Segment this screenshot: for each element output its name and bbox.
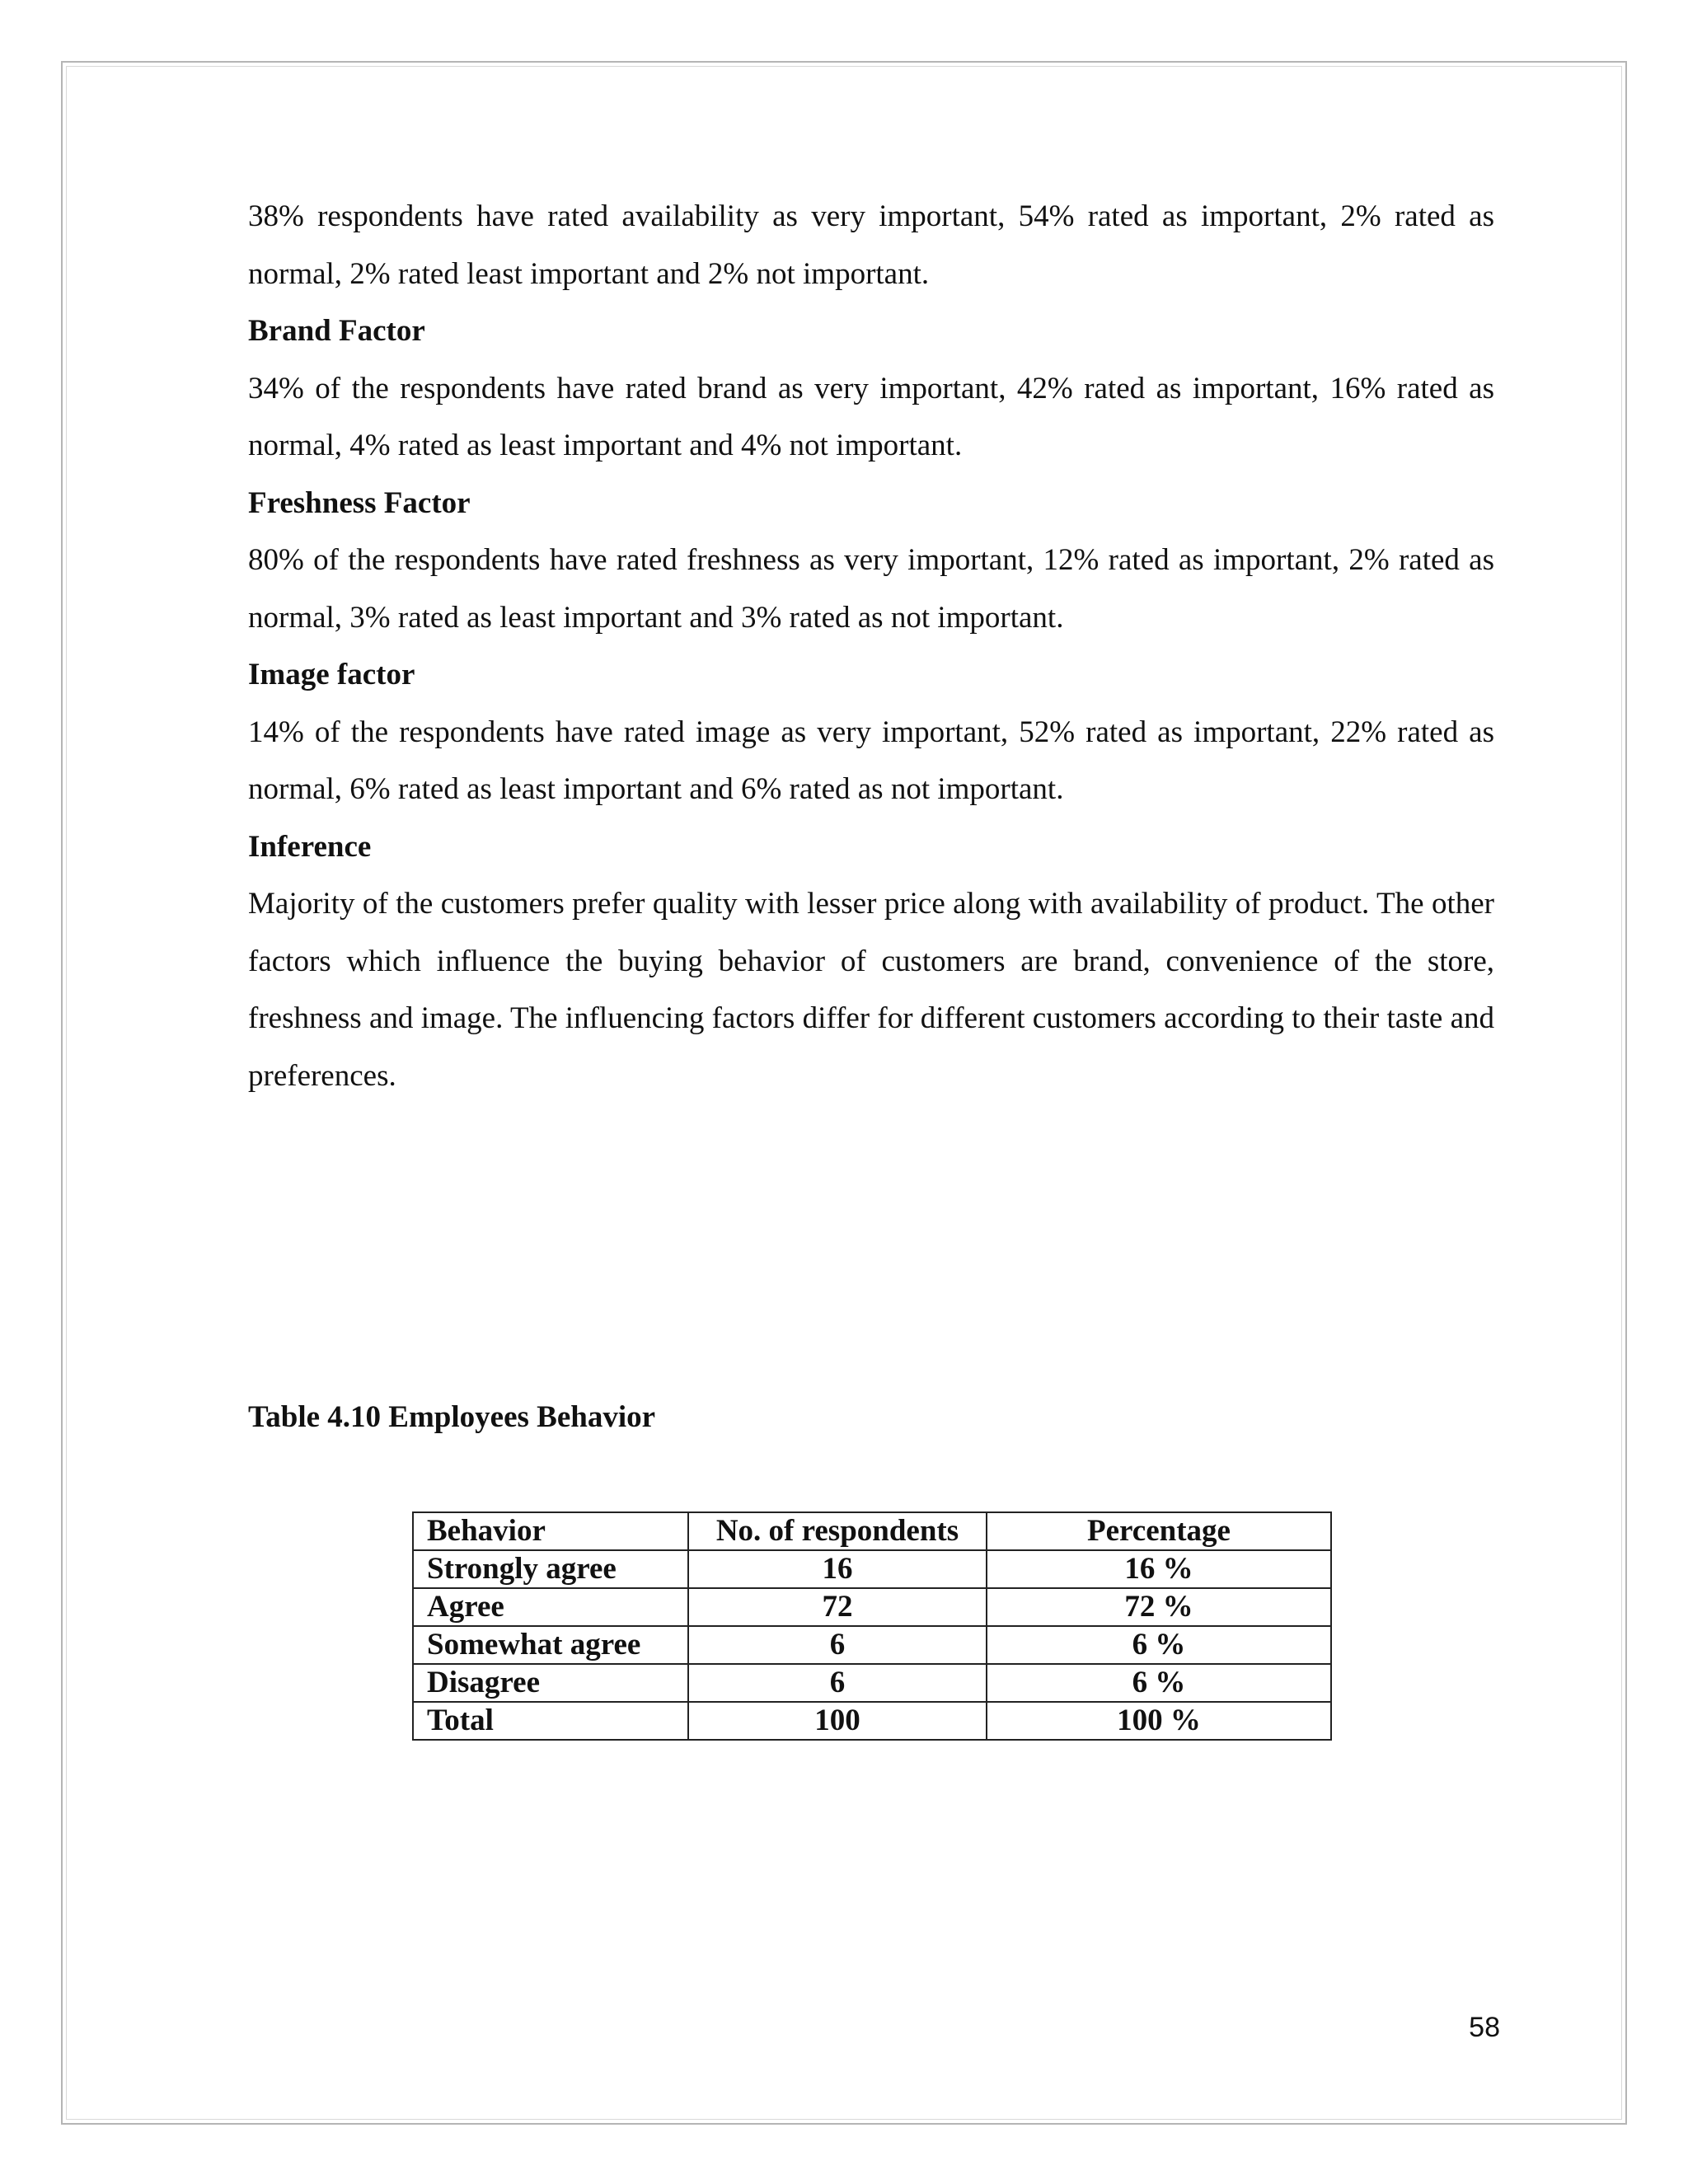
row-percentage-cell: 72 % [987, 1588, 1331, 1626]
row-behavior-cell: Total [413, 1702, 688, 1740]
row-behavior-cell: Strongly agree [413, 1550, 688, 1588]
page-number: 58 [1469, 2012, 1500, 2043]
row-behavior-cell: Disagree [413, 1664, 688, 1702]
table-caption: Table 4.10 Employees Behavior [248, 1400, 656, 1434]
table-row [413, 1588, 1331, 1626]
table-row [413, 1626, 1331, 1664]
brand-paragraph: 34% of the respondents have rated brand as very important, 42% rated as important, 16% rated as normal, 4% rated as least important and 4% not important. [248, 371, 1494, 462]
row-percentage-cell: 100 % [987, 1702, 1331, 1740]
row-respondents-cell: 6 [688, 1664, 987, 1702]
row-respondents-cell: 6 [688, 1626, 987, 1664]
freshness-paragraph: 80% of the respondents have rated freshness as very important, 12% rated as important, 2% rated as normal, 3% rated as least important and 3% rated as not important. [248, 543, 1494, 635]
body-text [248, 188, 1494, 1104]
header-respondents: No. of respondents [688, 1512, 987, 1550]
row-respondents-cell: 72 [688, 1588, 987, 1626]
row-percentage-cell: 6 % [987, 1626, 1331, 1664]
row-respondents-cell: 100 [688, 1702, 987, 1740]
row-respondents-cell: 16 [688, 1550, 987, 1588]
image-factor-heading: Image factor [248, 658, 415, 691]
image-paragraph: 14% of the respondents have rated image as very important, 52% rated as important, 22% rated as normal, 6% rated as least important and 6% rated as not important. [248, 715, 1494, 806]
table-row [413, 1664, 1331, 1702]
table-total-row [413, 1702, 1331, 1740]
row-percentage-cell: 6 % [987, 1664, 1331, 1702]
row-behavior-cell: Agree [413, 1588, 688, 1626]
brand-factor-heading: Brand Factor [248, 314, 425, 348]
row-percentage-cell: 16 % [987, 1550, 1331, 1588]
availability-paragraph: 38% respondents have rated availability as very important, 54% rated as important, 2% rated as normal, 2% rated least important and 2% not important. [248, 199, 1494, 291]
freshness-factor-heading: Freshness Factor [248, 485, 471, 520]
employees-behavior-table [412, 1511, 1332, 1741]
table-header-row [413, 1512, 1331, 1550]
inference-paragraph: Majority of the customers prefer quality with lesser price along with availability of product. The other factors which influence the buying behavior of customers are brand, convenience of the store, freshness and image. The influencing factors differ for different customers according to their taste and preferences. [248, 887, 1494, 1093]
inference-heading: Inference [248, 829, 372, 864]
row-behavior-cell: Somewhat agree [413, 1626, 688, 1664]
header-behavior: Behavior [413, 1512, 688, 1550]
table-row [413, 1550, 1331, 1588]
header-percentage: Percentage [987, 1512, 1331, 1550]
